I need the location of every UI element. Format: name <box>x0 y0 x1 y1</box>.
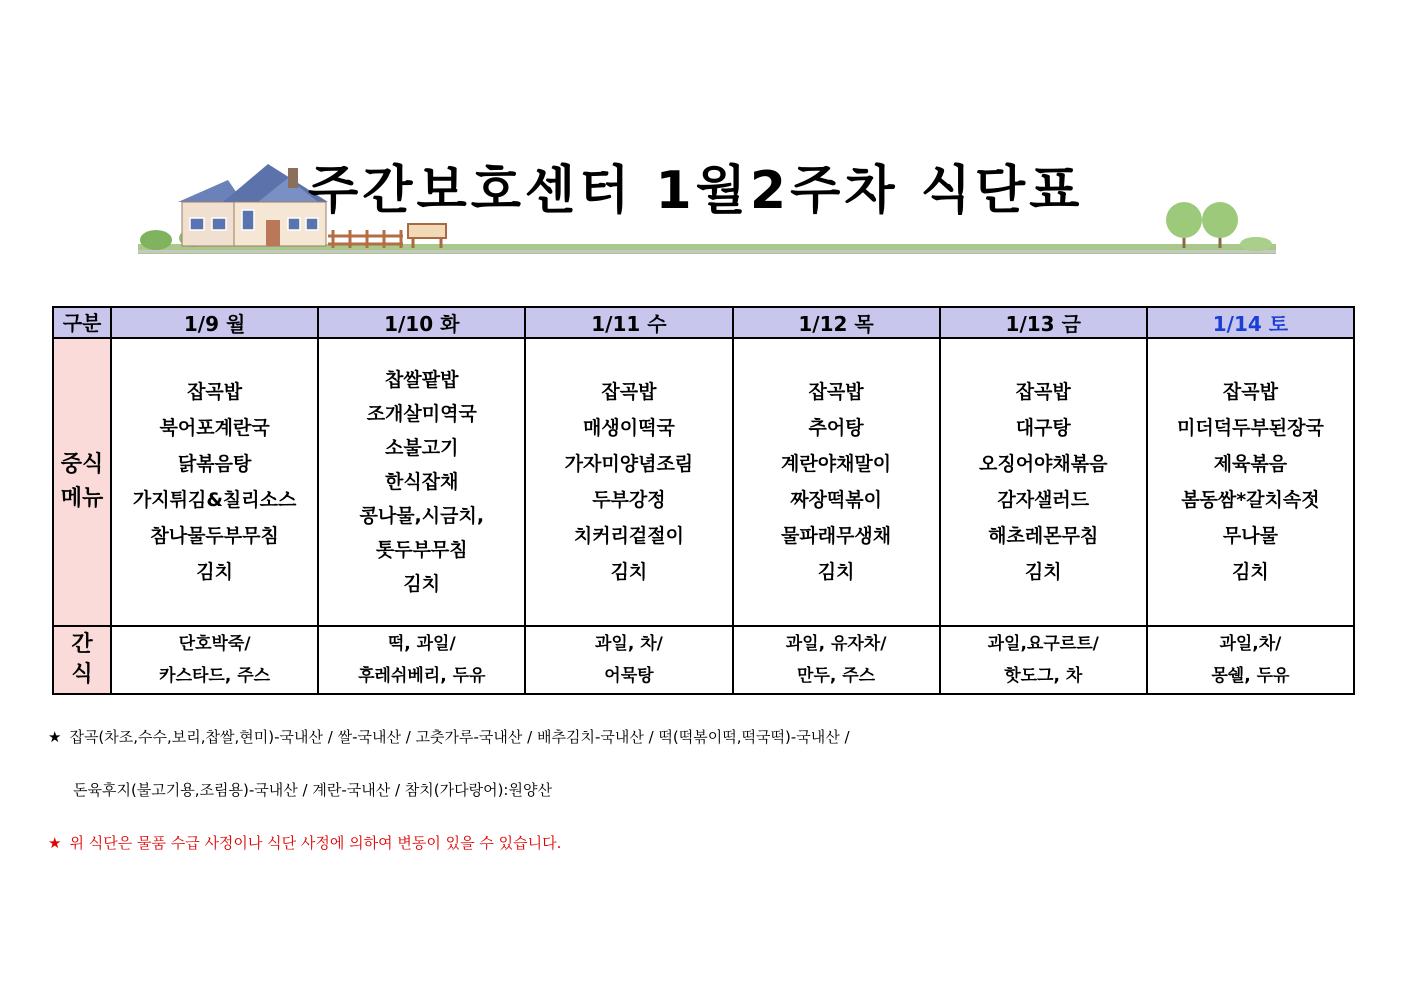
menu-item: 김치 <box>1024 561 1062 583</box>
snack-item: 카스타드, 주스 <box>159 666 271 686</box>
day-header-saturday <box>1147 307 1354 338</box>
menu-item: 김치 <box>196 561 233 583</box>
page-title: 주간보호센터 1월2주차 식단표 <box>308 161 1084 221</box>
menu-item: 잡곡밥 <box>1222 381 1278 403</box>
menu-item: 계란야채말이 <box>781 453 892 475</box>
lunch-label: 중식 <box>60 452 104 477</box>
menu-item: 북어포계란국 <box>159 417 270 439</box>
menu-item: 미더덕두부된장국 <box>1176 417 1324 439</box>
menu-item: 가지튀김&칠리소스 <box>132 489 297 511</box>
star-icon: ★ <box>48 834 62 852</box>
warning-note <box>48 832 561 853</box>
lunch-cell <box>318 338 525 626</box>
snack-row-header <box>53 626 111 694</box>
menu-item: 매생이떡국 <box>583 417 675 439</box>
menu-item: 잡곡밥 <box>187 381 243 403</box>
lunch-cell <box>940 338 1147 626</box>
origin-note-line-1 <box>48 726 850 747</box>
menu-item: 잡곡밥 <box>1015 381 1071 403</box>
lunch-cell <box>111 338 318 626</box>
snack-item: 핫도그, 차 <box>1004 666 1083 686</box>
day-header <box>940 307 1147 338</box>
snack-item: 과일,요구르트/ <box>987 634 1099 654</box>
day-weekday: 수 <box>647 312 667 336</box>
snack-row <box>53 626 1354 694</box>
menu-item: 치커리겉절이 <box>573 525 684 547</box>
tree-icon <box>1202 202 1238 248</box>
lunch-cell <box>525 338 732 626</box>
menu-item: 잡곡밥 <box>808 381 864 403</box>
day-date: 1/11 <box>591 312 641 336</box>
snack-item: 후레쉬베리, 두유 <box>358 666 486 686</box>
menu-item: 추어탕 <box>808 417 864 439</box>
snack-item: 과일, 차/ <box>594 634 663 654</box>
menu-item: 한식잡채 <box>385 471 459 493</box>
menu-item: 소불고기 <box>385 437 459 459</box>
snack-cell <box>733 626 940 694</box>
day-weekday: 금 <box>1061 312 1081 336</box>
day-weekday: 월 <box>226 312 246 336</box>
origin-text: 잡곡(차조,수수,보리,찹쌀,현미)-국내산 / 쌀-국내산 / 고춧가루-국내산 / 배추김치-국내산 / 떡(떡볶이떡,떡국떡)-국내산 / <box>69 728 850 746</box>
day-header <box>111 307 318 338</box>
menu-item: 닭볶음탕 <box>177 453 252 475</box>
menu-item: 무나물 <box>1222 525 1278 547</box>
menu-item: 김치 <box>610 561 648 583</box>
snack-cell <box>1147 626 1354 694</box>
lunch-row <box>53 338 1354 626</box>
menu-item: 조개살미역국 <box>366 403 477 425</box>
tree-icon <box>1166 202 1202 248</box>
menu-item: 김치 <box>403 573 441 595</box>
day-header <box>733 307 940 338</box>
menu-item: 감자샐러드 <box>997 489 1090 511</box>
snack-cell <box>318 626 525 694</box>
lunch-cell <box>1147 338 1354 626</box>
menu-item: 대구탕 <box>1015 417 1071 439</box>
snack-cell <box>111 626 318 694</box>
menu-item: 가자미양념조림 <box>564 453 694 475</box>
snack-item: 과일,차/ <box>1219 634 1282 654</box>
warning-text: 위 식단은 물품 수급 사정이나 식단 사정에 의하여 변동이 있을 수 있습니다. <box>69 834 562 852</box>
menu-item: 잡곡밥 <box>601 381 657 403</box>
menu-item: 김치 <box>1232 561 1269 583</box>
menu-item: 참나물두부무침 <box>150 525 279 547</box>
shrub-icon <box>1240 237 1272 251</box>
snack-cell <box>525 626 732 694</box>
shrub-icon <box>140 230 172 250</box>
snack-item: 어묵탕 <box>604 666 654 686</box>
lunch-label: 메뉴 <box>60 486 104 511</box>
title-banner <box>138 140 1276 260</box>
corner-header: 구분 <box>53 307 111 338</box>
day-date: 1/13 <box>1005 312 1055 336</box>
menu-item: 두부강정 <box>592 489 666 511</box>
snack-label: 간 <box>71 632 93 657</box>
menu-item: 물파래무생채 <box>781 525 892 547</box>
lunch-cell <box>733 338 940 626</box>
menu-item: 김치 <box>817 561 855 583</box>
menu-item: 해초레몬무침 <box>988 525 1099 547</box>
day-header <box>525 307 732 338</box>
menu-item: 오징어야채볶음 <box>978 453 1108 475</box>
day-weekday: 목 <box>854 312 874 336</box>
origin-note-line-2 <box>73 779 552 800</box>
menu-item: 짜장떡볶이 <box>790 489 882 511</box>
day-weekday: 화 <box>440 312 460 336</box>
menu-item: 찹쌀팥밥 <box>385 369 459 391</box>
origin-text: 돈육후지(불고기용,조림용)-국내산 / 계란-국내산 / 참치(가다랑어):원양산 <box>73 781 552 799</box>
menu-item: 톳두부무침 <box>375 539 468 561</box>
snack-label: 식 <box>71 662 93 687</box>
lunch-row-header <box>53 338 111 626</box>
day-date: 1/9 <box>183 312 220 336</box>
day-date: 1/12 <box>798 312 848 336</box>
menu-item: 콩나물,시금치, <box>359 505 485 527</box>
fence-icon <box>328 230 403 248</box>
snack-item: 과일, 유자차/ <box>785 634 887 654</box>
day-date: 1/14 <box>1212 312 1262 336</box>
weekly-menu-table <box>52 306 1355 695</box>
menu-item: 제육볶음 <box>1213 453 1288 475</box>
snack-item: 떡, 과일/ <box>387 634 456 654</box>
day-weekday: 토 <box>1268 312 1289 336</box>
header-row <box>53 307 1354 338</box>
day-header <box>318 307 525 338</box>
snack-cell <box>940 626 1147 694</box>
star-icon: ★ <box>48 728 62 746</box>
snack-item: 몽쉘, 두유 <box>1211 666 1290 686</box>
house-icon <box>178 164 328 246</box>
menu-item: 봄동쌈*갈치속젓 <box>1181 489 1320 511</box>
snack-item: 만두, 주스 <box>797 666 876 686</box>
ground-line <box>138 250 1276 253</box>
day-date: 1/10 <box>384 312 434 336</box>
snack-item: 단호박죽/ <box>178 634 251 654</box>
